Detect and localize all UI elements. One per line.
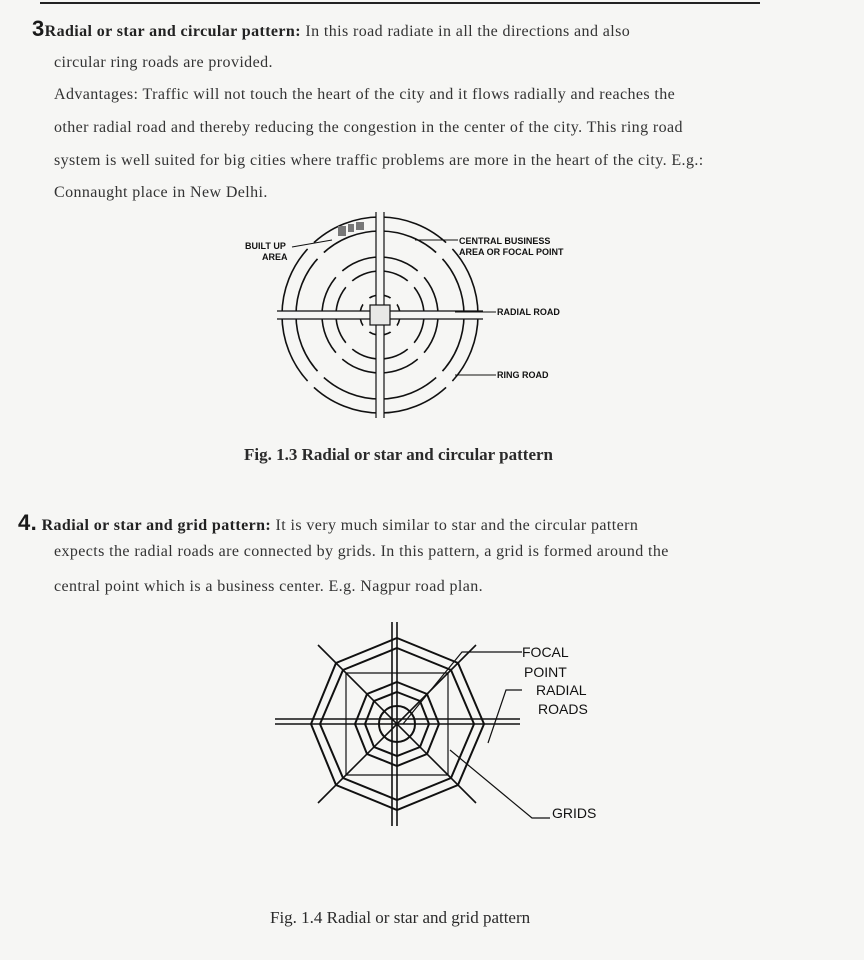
section3-heading: Radial or star and circular pattern:	[44, 23, 301, 40]
section3-line5: system is well suited for big cities where traffic problems are more in the heart of the city. E.g.:	[54, 152, 704, 169]
section3-line6: Connaught place in New Delhi.	[54, 184, 268, 201]
figure1-caption: Fig. 1.3 Radial or star and circular pattern	[244, 445, 553, 464]
section3-number: 3	[32, 16, 45, 41]
section4-line3: central point which is a business center. E.g. Nagpur road plan.	[54, 578, 484, 595]
radial-grid-diagram	[0, 600, 864, 910]
section4-line1	[18, 510, 638, 536]
label-cba-1: CENTRAL BUSINESS	[459, 236, 551, 246]
label-radial-1: RADIAL	[536, 682, 587, 698]
section3-line3: Advantages: Traffic will not touch the heart of the city and it flows radially and reaches the	[54, 86, 676, 103]
label-focal-2: POINT	[524, 664, 567, 680]
label-built-up-2: AREA	[262, 252, 288, 262]
figure2-caption: Fig. 1.4 Radial or star and grid pattern	[270, 908, 531, 927]
label-radial-2: ROADS	[538, 701, 588, 717]
label-radial-road: RADIAL ROAD	[497, 307, 560, 317]
section4-line2: expects the radial roads are connected by grids. In this pattern, a grid is formed around the	[54, 543, 669, 560]
section4-number: 4.	[18, 510, 38, 535]
label-grids: GRIDS	[552, 805, 597, 821]
section4-heading: Radial or star and grid pattern:	[41, 517, 272, 534]
label-ring-road: RING ROAD	[497, 370, 549, 380]
label-focal-1: FOCAL	[522, 644, 569, 660]
section4-line1-text: It is very much similar to star and the circular pattern	[271, 517, 639, 534]
section3-line2: circular ring roads are provided.	[54, 54, 273, 71]
label-built-up-1: BUILT UP	[245, 241, 286, 251]
section3-line4: other radial road and thereby reducing the congestion in the center of the city. This ring road	[54, 119, 683, 136]
label-cba-2: AREA OR FOCAL POINT	[459, 247, 564, 257]
section3-line1-text: In this road radiate in all the directions and also	[300, 23, 631, 40]
